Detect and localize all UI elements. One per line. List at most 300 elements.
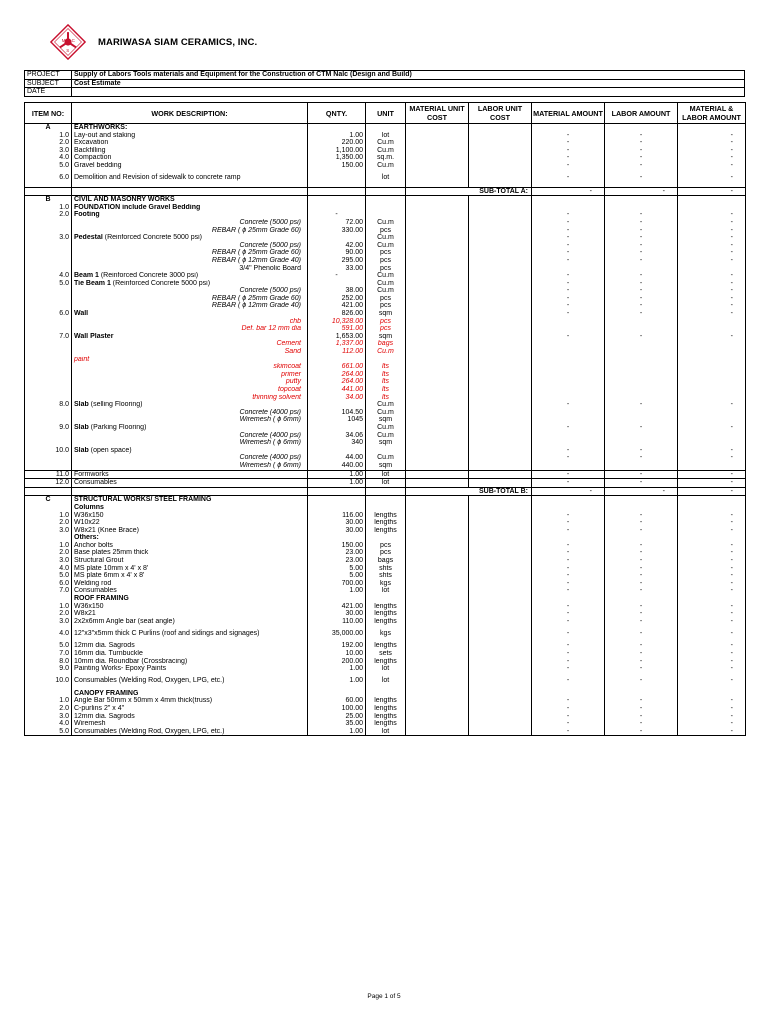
labor-amount: - xyxy=(605,673,678,690)
labor-unit-cost xyxy=(469,527,532,535)
total-amount: - xyxy=(678,557,746,565)
material-amount: - xyxy=(532,642,605,650)
labor-unit-cost xyxy=(469,162,532,170)
material-unit-cost xyxy=(406,272,469,280)
cost-estimate-table xyxy=(24,102,746,736)
table-row xyxy=(25,603,746,611)
total-amount: - xyxy=(678,650,746,658)
labor-unit-cost xyxy=(469,587,532,595)
item-no xyxy=(25,265,72,273)
labor-amount: - xyxy=(605,249,678,257)
material-unit-cost xyxy=(406,572,469,580)
quantity: 1.00 xyxy=(308,132,366,140)
table-row xyxy=(25,272,746,280)
info-value: Supply of Labors Tools materials and Equipment for the Construction of CTM Nalc (Design and Build) xyxy=(72,71,745,80)
table-row xyxy=(25,527,746,535)
material-unit-cost xyxy=(406,462,469,470)
quantity: 5.00 xyxy=(308,572,366,580)
company-logo-icon xyxy=(50,24,86,60)
quantity: 1,653.00 xyxy=(308,333,366,341)
labor-amount: - xyxy=(605,650,678,658)
labor-amount: - xyxy=(605,147,678,155)
total-amount: - xyxy=(678,625,746,642)
quantity xyxy=(308,487,366,496)
material-unit-cost xyxy=(406,432,469,440)
labor-unit-cost xyxy=(469,132,532,140)
labor-unit-cost xyxy=(469,302,532,310)
labor-unit-cost xyxy=(469,204,532,212)
total-amount xyxy=(678,394,746,402)
material-unit-cost xyxy=(406,280,469,288)
table-row xyxy=(25,356,746,364)
labor-amount xyxy=(605,265,678,273)
description-bold: Pedestal xyxy=(74,234,103,242)
material-unit-cost xyxy=(406,705,469,713)
total-amount: - xyxy=(678,257,746,265)
unit: Cu.m xyxy=(366,454,406,462)
labor-amount: - xyxy=(605,162,678,170)
total-amount xyxy=(678,348,746,356)
table-row xyxy=(25,690,746,698)
table-row xyxy=(25,401,746,409)
item-no xyxy=(25,219,72,227)
table-row xyxy=(25,673,746,690)
material-amount xyxy=(532,196,605,204)
quantity: 23.00 xyxy=(308,549,366,557)
material-unit-cost xyxy=(406,728,469,736)
subtotal-label: SUB-TOTAL A: xyxy=(406,187,532,196)
material-amount: - xyxy=(532,512,605,520)
table-row xyxy=(25,705,746,713)
description: thinning solvent xyxy=(72,394,308,402)
quantity: 591.00 xyxy=(308,325,366,333)
item-no xyxy=(25,325,72,333)
unit: lengths xyxy=(366,610,406,618)
description: CIVIL AND MASONRY WORKS xyxy=(72,196,308,204)
total-amount: - xyxy=(678,665,746,673)
col-total-amount: MATERIAL & LABOR AMOUNT xyxy=(678,103,746,124)
description: EARTHWORKS: xyxy=(72,124,308,132)
total-amount xyxy=(678,196,746,204)
table-row xyxy=(25,665,746,673)
material-amount: - xyxy=(532,227,605,235)
total-amount: - xyxy=(678,401,746,409)
unit: Cu.m xyxy=(366,432,406,440)
quantity xyxy=(308,196,366,204)
labor-amount xyxy=(605,204,678,212)
labor-amount: - xyxy=(605,470,678,479)
material-amount: - xyxy=(532,257,605,265)
material-unit-cost xyxy=(406,132,469,140)
unit: Cu.m xyxy=(366,280,406,288)
description: 2x2x6mm Angle bar (seat angle) xyxy=(72,618,308,626)
table-row xyxy=(25,728,746,736)
labor-amount xyxy=(605,363,678,371)
table-row xyxy=(25,416,746,424)
labor-amount: - xyxy=(605,557,678,565)
quantity: 220.00 xyxy=(308,139,366,147)
item-no xyxy=(25,409,72,417)
total-amount xyxy=(678,124,746,132)
material-amount: - xyxy=(532,424,605,432)
description: Concrete (5000 psi) xyxy=(72,242,308,250)
labor-amount: - xyxy=(605,272,678,280)
labor-amount xyxy=(605,416,678,424)
description-bold: Slab xyxy=(74,401,89,409)
material-amount xyxy=(532,348,605,356)
info-value xyxy=(72,88,745,97)
labor-amount xyxy=(605,196,678,204)
description: Structural Grout xyxy=(72,557,308,565)
labor-unit-cost xyxy=(469,549,532,557)
labor-amount: - xyxy=(605,310,678,318)
total-amount: - xyxy=(678,132,746,140)
labor-unit-cost xyxy=(469,234,532,242)
material-unit-cost xyxy=(406,527,469,535)
item-no xyxy=(25,227,72,235)
unit: lts xyxy=(366,378,406,386)
table-row xyxy=(25,325,746,333)
quantity: 330.00 xyxy=(308,227,366,235)
total-amount xyxy=(678,265,746,273)
total-amount xyxy=(678,409,746,417)
material-amount: - xyxy=(532,295,605,303)
description: skimcoat xyxy=(72,363,308,371)
unit: Cu.m xyxy=(366,348,406,356)
quantity: 200.00 xyxy=(308,658,366,666)
table-row xyxy=(25,595,746,603)
material-amount xyxy=(532,409,605,417)
material-amount: - xyxy=(532,610,605,618)
item-no xyxy=(25,302,72,310)
quantity: 116.00 xyxy=(308,512,366,520)
labor-amount: - xyxy=(605,665,678,673)
labor-unit-cost xyxy=(469,378,532,386)
item-no: 1.0 xyxy=(25,697,72,705)
material-unit-cost xyxy=(406,496,469,504)
total-amount: - xyxy=(678,673,746,690)
quantity: 90.00 xyxy=(308,249,366,257)
labor-unit-cost xyxy=(469,496,532,504)
material-unit-cost xyxy=(406,265,469,273)
total-amount: - xyxy=(678,234,746,242)
labor-amount: - xyxy=(605,219,678,227)
table-row xyxy=(25,265,746,273)
amount: - xyxy=(605,187,678,196)
quantity: 10.00 xyxy=(308,650,366,658)
quantity: 35.00 xyxy=(308,720,366,728)
material-unit-cost xyxy=(406,386,469,394)
labor-unit-cost xyxy=(469,340,532,348)
table-row xyxy=(25,318,746,326)
total-amount: - xyxy=(678,610,746,618)
total-amount: - xyxy=(678,728,746,736)
quantity: 33.00 xyxy=(308,265,366,273)
labor-unit-cost xyxy=(469,310,532,318)
material-unit-cost xyxy=(406,610,469,618)
description: W36x150 xyxy=(72,603,308,611)
labor-amount xyxy=(605,690,678,698)
material-unit-cost xyxy=(406,257,469,265)
labor-unit-cost xyxy=(469,642,532,650)
material-amount: - xyxy=(532,557,605,565)
description: FOUNDATION include Gravel Bedding xyxy=(72,204,308,212)
material-amount xyxy=(532,462,605,470)
unit: lengths xyxy=(366,512,406,520)
material-amount: - xyxy=(532,572,605,580)
labor-unit-cost xyxy=(469,512,532,520)
subtotal-row xyxy=(25,487,746,496)
labor-unit-cost xyxy=(469,697,532,705)
total-amount: - xyxy=(678,642,746,650)
material-unit-cost xyxy=(406,363,469,371)
quantity: 34.06 xyxy=(308,432,366,440)
item-no: 10.0 xyxy=(25,447,72,455)
material-amount: - xyxy=(532,154,605,162)
material-amount xyxy=(532,504,605,512)
item-no: 8.0 xyxy=(25,401,72,409)
item-no xyxy=(25,242,72,250)
description xyxy=(72,447,308,455)
labor-amount xyxy=(605,124,678,132)
table-row xyxy=(25,234,746,242)
description: W10x22 xyxy=(72,519,308,527)
unit: shts xyxy=(366,572,406,580)
description: Wiremesh ( ϕ 6mm) xyxy=(72,416,308,424)
labor-unit-cost xyxy=(469,432,532,440)
description xyxy=(72,487,308,496)
total-amount: - xyxy=(678,242,746,250)
item-no: 5.0 xyxy=(25,280,72,288)
material-unit-cost xyxy=(406,658,469,666)
item-no xyxy=(25,249,72,257)
quantity xyxy=(308,690,366,698)
description-rest: (Reinforced Concrete 5000 psi) xyxy=(110,279,211,287)
material-amount xyxy=(532,439,605,447)
description: Consumables xyxy=(72,587,308,595)
labor-unit-cost xyxy=(469,705,532,713)
quantity: 110.00 xyxy=(308,618,366,626)
table-row xyxy=(25,618,746,626)
section-row xyxy=(25,196,746,204)
unit: lengths xyxy=(366,705,406,713)
unit: lengths xyxy=(366,527,406,535)
labor-amount xyxy=(605,439,678,447)
quantity xyxy=(308,424,366,432)
letterhead xyxy=(50,24,257,60)
table-row xyxy=(25,534,746,542)
unit: lot xyxy=(366,132,406,140)
labor-unit-cost xyxy=(469,325,532,333)
quantity: 44.00 xyxy=(308,454,366,462)
table-row xyxy=(25,479,746,488)
labor-unit-cost xyxy=(469,371,532,379)
total-amount: - xyxy=(678,603,746,611)
material-amount xyxy=(532,363,605,371)
quantity: 1.00 xyxy=(308,673,366,690)
total-amount: - xyxy=(678,572,746,580)
labor-amount: - xyxy=(605,720,678,728)
quantity: 264.00 xyxy=(308,371,366,379)
labor-unit-cost xyxy=(469,272,532,280)
labor-amount xyxy=(605,462,678,470)
labor-unit-cost xyxy=(469,610,532,618)
quantity: 30.00 xyxy=(308,519,366,527)
labor-unit-cost xyxy=(469,265,532,273)
unit: lts xyxy=(366,394,406,402)
quantity: 100.00 xyxy=(308,705,366,713)
quantity: 72.00 xyxy=(308,219,366,227)
material-amount xyxy=(532,371,605,379)
table-row xyxy=(25,371,746,379)
quantity xyxy=(308,124,366,132)
labor-unit-cost xyxy=(469,519,532,527)
description: Wall xyxy=(72,310,308,318)
table-row xyxy=(25,580,746,588)
labor-amount: - xyxy=(605,625,678,642)
labor-amount: - xyxy=(605,572,678,580)
item-no: 2.0 xyxy=(25,610,72,618)
description: Welding rod xyxy=(72,580,308,588)
labor-unit-cost xyxy=(469,287,532,295)
material-amount xyxy=(532,325,605,333)
material-amount xyxy=(532,124,605,132)
item-no: 1.0 xyxy=(25,603,72,611)
total-amount: - xyxy=(678,697,746,705)
material-unit-cost xyxy=(406,625,469,642)
material-amount: - xyxy=(532,310,605,318)
labor-amount: - xyxy=(605,302,678,310)
info-value: Cost Estimate xyxy=(72,79,745,88)
table-row xyxy=(25,519,746,527)
table-row xyxy=(25,162,746,170)
item-no: 7.0 xyxy=(25,587,72,595)
labor-amount xyxy=(605,409,678,417)
unit xyxy=(366,204,406,212)
description: REBAR ( ϕ 12mm Grade 40) xyxy=(72,257,308,265)
material-unit-cost xyxy=(406,603,469,611)
labor-amount: - xyxy=(605,454,678,462)
labor-unit-cost xyxy=(469,479,532,488)
unit: Cu.m xyxy=(366,401,406,409)
labor-amount: - xyxy=(605,713,678,721)
description: chb xyxy=(72,318,308,326)
item-no xyxy=(25,295,72,303)
page-footer: Page 1 of 5 xyxy=(367,993,401,1000)
description: ROOF FRAMING xyxy=(72,595,308,603)
quantity: 150.00 xyxy=(308,162,366,170)
labor-unit-cost xyxy=(469,625,532,642)
quantity: - xyxy=(308,211,366,219)
quantity xyxy=(308,447,366,455)
description: Concrete (4000 psi) xyxy=(72,432,308,440)
material-unit-cost xyxy=(406,424,469,432)
labor-unit-cost xyxy=(469,401,532,409)
item-no: 4.0 xyxy=(25,154,72,162)
item-no xyxy=(25,257,72,265)
quantity: 1.00 xyxy=(308,728,366,736)
material-unit-cost xyxy=(406,650,469,658)
quantity: 23.00 xyxy=(308,557,366,565)
unit xyxy=(366,504,406,512)
labor-amount: - xyxy=(605,170,678,188)
subtotal-row xyxy=(25,187,746,196)
labor-unit-cost xyxy=(469,713,532,721)
unit: pcs xyxy=(366,302,406,310)
unit: sq.m. xyxy=(366,154,406,162)
description: MS plate 6mm x 4' x 8' xyxy=(72,572,308,580)
description: 3/4" Phenolic Board xyxy=(72,265,308,273)
total-amount xyxy=(678,504,746,512)
labor-amount xyxy=(605,348,678,356)
description: CANOPY FRAMING xyxy=(72,690,308,698)
table-row xyxy=(25,610,746,618)
total-amount: - xyxy=(678,272,746,280)
table-row xyxy=(25,447,746,455)
material-amount: - xyxy=(532,147,605,155)
item-no: 9.0 xyxy=(25,665,72,673)
unit: kgs xyxy=(366,625,406,642)
labor-amount: - xyxy=(605,280,678,288)
description: Painting Works- Epoxy Paints xyxy=(72,665,308,673)
description: Backfilling xyxy=(72,147,308,155)
info-row-date xyxy=(25,88,745,97)
labor-unit-cost xyxy=(469,454,532,462)
item-no xyxy=(25,504,72,512)
unit: pcs xyxy=(366,257,406,265)
total-amount: - xyxy=(678,295,746,303)
material-amount: - xyxy=(532,447,605,455)
quantity: 60.00 xyxy=(308,697,366,705)
quantity xyxy=(308,187,366,196)
labor-unit-cost xyxy=(469,139,532,147)
labor-amount: - xyxy=(605,610,678,618)
table-row xyxy=(25,462,746,470)
labor-amount: - xyxy=(605,211,678,219)
item-no: C xyxy=(25,496,72,504)
total-amount xyxy=(678,363,746,371)
material-unit-cost xyxy=(406,340,469,348)
section-row xyxy=(25,496,746,504)
table-row xyxy=(25,363,746,371)
material-amount: - xyxy=(532,527,605,535)
total-amount xyxy=(678,325,746,333)
labor-amount: - xyxy=(605,333,678,341)
labor-unit-cost xyxy=(469,690,532,698)
description: primer xyxy=(72,371,308,379)
material-unit-cost xyxy=(406,416,469,424)
amount: - xyxy=(605,487,678,496)
material-amount: - xyxy=(532,618,605,626)
unit xyxy=(366,196,406,204)
total-amount xyxy=(678,416,746,424)
unit: pcs xyxy=(366,325,406,333)
description: Columns xyxy=(72,504,308,512)
unit: pcs xyxy=(366,549,406,557)
quantity: 192.00 xyxy=(308,642,366,650)
description: REBAR ( ϕ 25mm Grade 60) xyxy=(72,227,308,235)
quantity: 1.00 xyxy=(308,470,366,479)
description: 12mm dia. Sagrods xyxy=(72,713,308,721)
item-no: 2.0 xyxy=(25,211,72,219)
labor-amount xyxy=(605,340,678,348)
table-row xyxy=(25,302,746,310)
labor-unit-cost xyxy=(469,211,532,219)
unit: shts xyxy=(366,565,406,573)
labor-unit-cost xyxy=(469,416,532,424)
table-row xyxy=(25,542,746,550)
material-amount: - xyxy=(532,211,605,219)
